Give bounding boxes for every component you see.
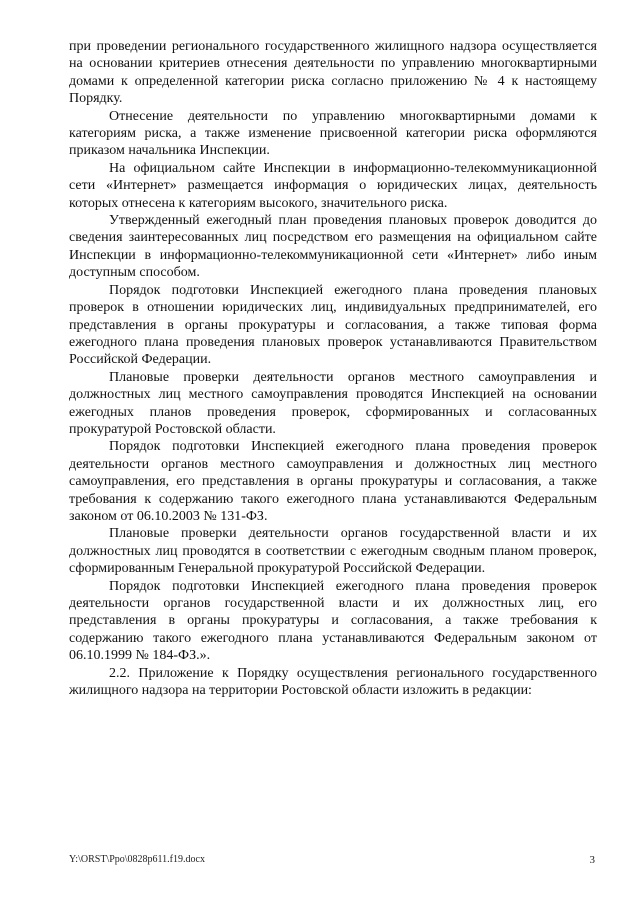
paragraph: при проведении регионального государственного жилищного надзора осуществляется на основании критериев отнесения деятельности по управлению многоквартирными домами к определенной категории риска согласно приложению № 4 к настоящему Порядку. — [69, 39, 597, 107]
paragraph: Порядок подготовки Инспекцией ежегодного плана проведения проверок деятельности органов местного самоуправления и должностных лиц местного самоуправления, его представления в органы прокуратуры и согласования, а также требования к содержанию такого ежегодного плана устанавливаются Федеральным законом от 06.10.2003 № 131-ФЗ. — [69, 439, 597, 524]
paragraph: Порядок подготовки Инспекцией ежегодного плана проведения проверок деятельности органов государственной власти и их должностных лиц, его представления в органы прокуратуры и согласования, а также требования к содержанию такого ежегодного плана устанавливаются Федеральным законом от 06.10.1999 № 184-ФЗ.». — [69, 578, 597, 664]
page-number: 3 — [589, 854, 595, 866]
paragraph: Плановые проверки деятельности органов государственной власти и их должностных лиц проводятся в соответствии с ежегодным сводным планом проверок, сформированным Генеральной прокуратурой Российской Федерации. — [69, 526, 597, 577]
paragraph: Порядок подготовки Инспекцией ежегодного плана проведения плановых проверок в отношении юридических лиц, индивидуальных предпринимателей, его представления в органы прокуратуры и согласования, а также типовая форма ежегодного плана проведения плановых проверок устанавливаются Правительством Российской Федерации. — [69, 282, 597, 368]
paragraph: 2.2. Приложение к Порядку осуществления регионального государственного жилищного надзора на территории Ростовской области изложить в редакции: — [69, 665, 597, 699]
document-body — [69, 38, 597, 699]
paragraph: На официальном сайте Инспекции в информационно-телекоммуникационной сети «Интернет» размещается информация о юридических лицах, деятельность которых отнесена к категориям высокого, значительного риска. — [69, 160, 597, 211]
paragraph: Утвержденный ежегодный план проведения плановых проверок доводится до сведения заинтересованных лиц посредством его размещения на официальном сайте Инспекции в информационно-телекоммуникационной сети «Интернет» либо иным доступным способом. — [69, 213, 597, 281]
paragraph: Плановые проверки деятельности органов местного самоуправления и должностных лиц местного самоуправления проводятся Инспекцией на основании ежегодных планов проведения проверок, сформированных и согласованных прокуратурой Ростовской области. — [69, 369, 597, 437]
paragraph: Отнесение деятельности по управлению многоквартирными домами к категориям риска, а также изменение присвоенной категории риска оформляются приказом начальника Инспекции. — [69, 108, 597, 159]
footer-file-path: Y:\ORST\Ppo\0828p611.f19.docx — [69, 854, 205, 865]
